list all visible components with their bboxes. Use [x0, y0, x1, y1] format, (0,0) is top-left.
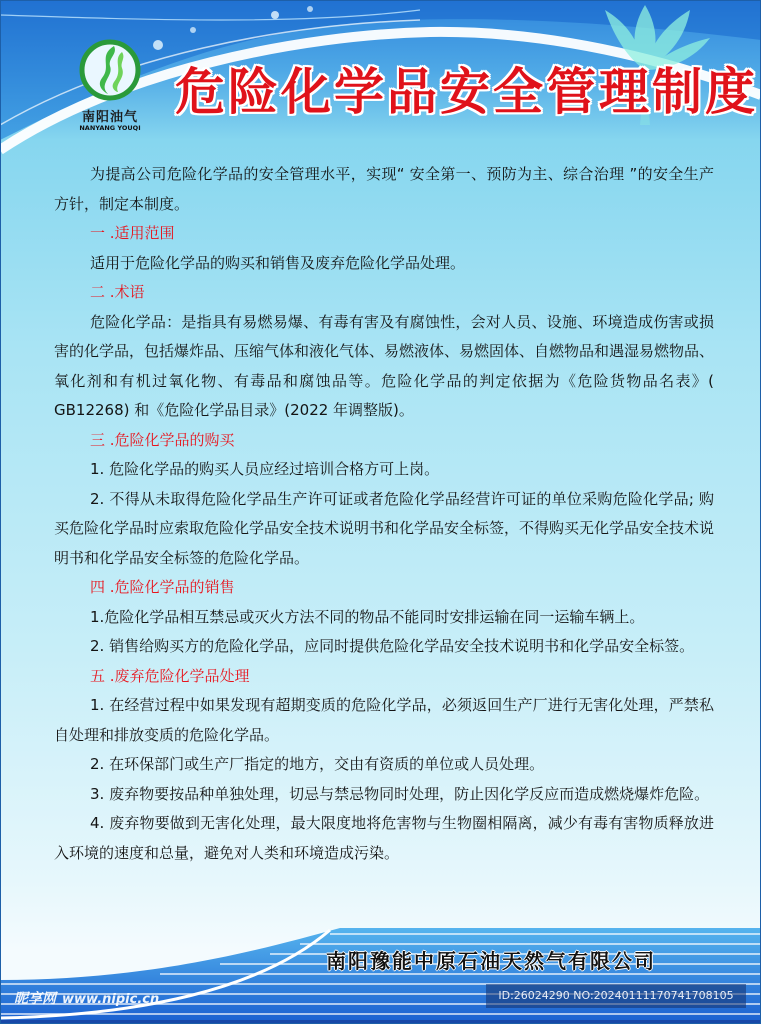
section-paragraph: 2. 不得从未取得危险化学品生产许可证或者危险化学品经营许可证的单位采购危险化学品; 购买危险化学品时应索取危险化学品安全技术说明书和化学品安全标签，不得购买无化学品安全技术说明书和化学品安全标签的危险化学品。	[54, 489, 715, 567]
watermark-id: ID:26024290 NO:20240111170741708105	[486, 984, 746, 1008]
section-paragraph: 危险化学品：是指具有易燃易爆、有毒有害及有腐蚀性，会对人员、设施、环境造成伤害或损害的化学品，包括爆炸品、压缩气体和液化气体、易燃液体、易燃固体、自燃物品和遇湿易燃物品、氧化剂和有机过氧化物、有毒品和腐蚀品等。危险化学品的判定依据为《危险货物品名表》( GB12268) 和《危险化学品目录》(2022 年调整版)。	[54, 312, 715, 419]
section-paragraph: 1. 在经营过程中如果发现有超期变质的危险化学品，必须返回生产厂进行无害化处理，严禁私自处理和排放变质的危险化学品。	[54, 696, 714, 744]
company-logo	[70, 38, 150, 132]
watermark-brand: 昵享网	[14, 991, 56, 1007]
section-paragraph: 适用于危险化学品的购买和销售及废弃危险化学品处理。	[90, 253, 466, 272]
section-paragraph: 3. 废弃物要按品种单独处理，切忌与禁忌物同时处理，防止因化学反应而造成燃烧爆炸危险。	[90, 784, 710, 803]
section-paragraph: 1.危险化学品相互禁忌或灭火方法不同的物品不能同时安排运输在同一运输车辆上。	[90, 607, 645, 626]
watermark-left	[14, 988, 159, 1008]
section-paragraph: 4. 废弃物要做到无害化处理，最大限度地将危害物与生物圈相隔离，减少有毒有害物质释放进入环境的速度和总量，避免对人类和环境造成污染。	[54, 814, 714, 862]
page-title: 危险化学品安全管理制度	[175, 63, 758, 121]
section-heading-disposal: 五 .废弃危险化学品处理	[90, 666, 250, 685]
watermark-site: www.nipic.cn	[62, 992, 160, 1007]
intro-paragraph: 为提高公司危险化学品的安全管理水平，实现“ 安全第一、预防为主、综合治理 ”的安全生产方针，制定本制度。	[54, 165, 714, 213]
logo-name-en: NANYANG YOUQI	[79, 124, 141, 132]
section-paragraph: 2. 在环保部门或生产厂指定的地方，交由有资质的单位或人员处理。	[90, 755, 545, 773]
section-heading-purchase: 三 .危险化学品的购买	[90, 430, 235, 449]
section-paragraph: 1. 危险化学品的购买人员应经过培训合格方可上岗。	[90, 460, 440, 478]
flame-leaf-circle-logo-icon	[78, 38, 142, 102]
section-heading-terms: 二 .术语	[90, 283, 145, 301]
section-paragraph: 2. 销售给购买方的危险化学品，应同时提供危险化学品安全技术说明书和化学品安全标签。	[90, 637, 695, 655]
logo-name-cn: 南阳油气	[81, 110, 138, 125]
company-name: 南阳豫能中原石油天然气有限公司	[326, 949, 656, 973]
document-body	[54, 160, 714, 868]
section-heading-scope: 一 .适用范围	[90, 224, 175, 242]
section-heading-sales: 四 .危险化学品的销售	[90, 578, 235, 596]
